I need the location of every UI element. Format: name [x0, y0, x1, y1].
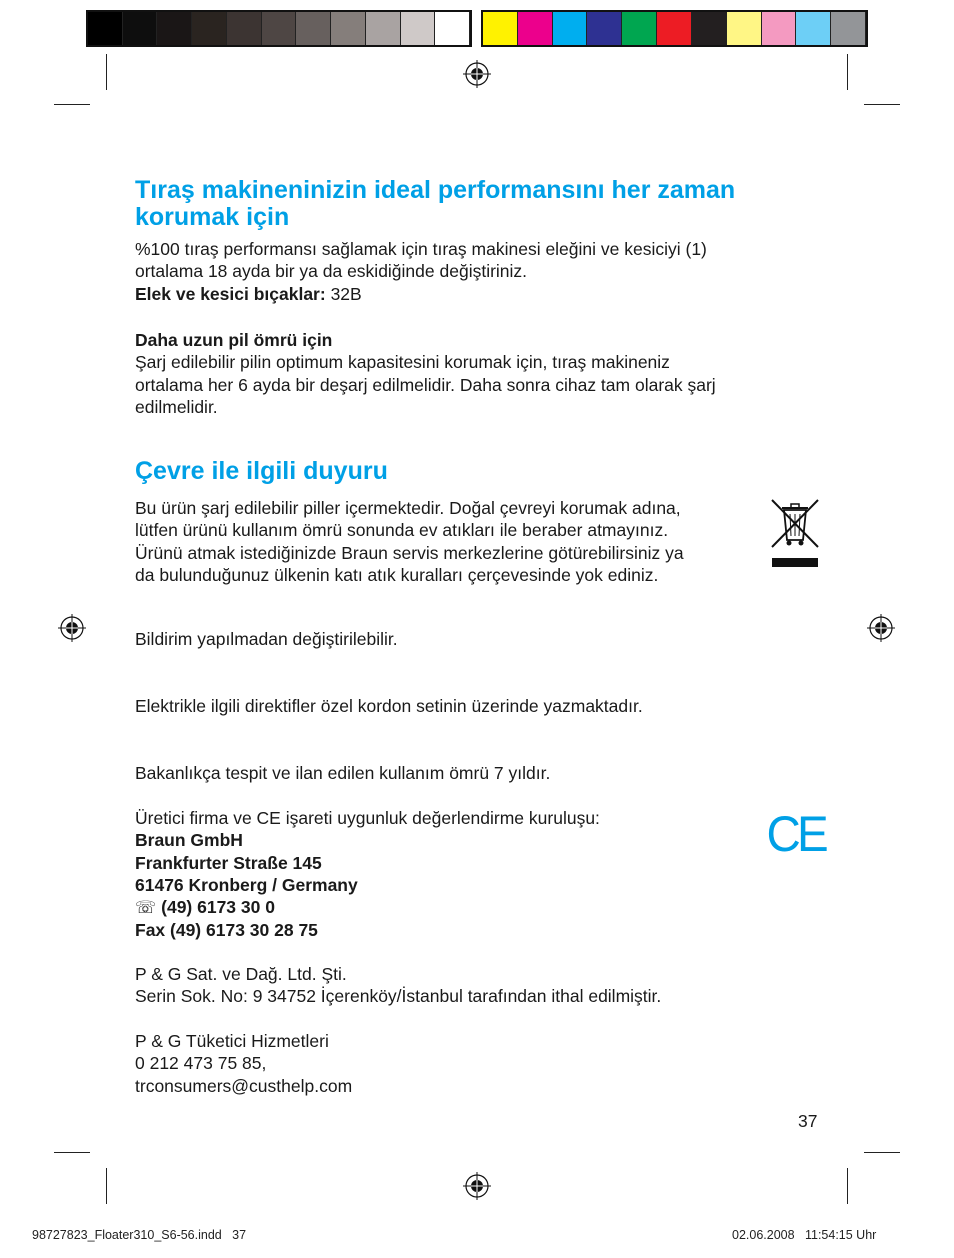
manufacturer-block — [135, 807, 600, 942]
page-number: 37 — [798, 1111, 818, 1131]
battery-title: Daha uzun pil ömrü için — [135, 330, 333, 350]
notice-text: Bildirim yapılmadan değiştirilebilir. — [135, 629, 398, 649]
body-line: Bu ürün şarj edilebilir piller içermektedir. Doğal çevreyi korumak adına, — [135, 498, 681, 518]
crop-mark — [106, 54, 107, 90]
crop-mark — [54, 104, 90, 105]
lifespan-text: Bakanlıkça tespit ve ilan edilen kullanım ömrü 7 yıldır. — [135, 763, 551, 783]
consumer-block — [135, 1030, 352, 1097]
consumer-email: trconsumers@custhelp.com — [135, 1075, 353, 1096]
parts-value: 32B — [325, 283, 362, 304]
company-phone: ☏ (49) 6173 30 0 — [135, 897, 275, 919]
company-name: Braun GmbH — [135, 830, 243, 851]
footer-timestamp: 02.06.2008 11:54:15 Uhr — [732, 1228, 877, 1242]
section-heading-environment: Çevre ile ilgili duyuru — [135, 457, 388, 485]
process-frame — [481, 10, 868, 47]
registration-mark-icon — [463, 60, 491, 88]
crop-mark — [106, 1168, 107, 1204]
heading-line: Tıraş makineninizin ideal performansını her zaman — [135, 176, 736, 204]
body-line: ortalama her 6 ayda bir deşarj edilmelidir. Daha sonra cihaz tam olarak şarj — [135, 374, 716, 395]
crop-mark — [54, 1152, 90, 1153]
importer-line: Serin Sok. No: 9 34752 İçerenköy/İstanbul tarafından ithal edilmiştir. — [135, 986, 662, 1007]
parts-line — [135, 283, 707, 305]
registration-mark-icon — [463, 1172, 491, 1200]
section-heading-performance — [135, 177, 735, 231]
company-street: Frankfurter Straße 145 — [135, 852, 322, 873]
body-line: da bulunduğunuz ülkenin katı atık kuralları çerçevesinde yok ediniz. — [135, 564, 659, 585]
parts-label: Elek ve kesici bıçaklar: — [135, 283, 326, 304]
registration-mark-icon — [867, 614, 895, 642]
body-line: Ürünü atmak istediğinizde Braun servis merkezlerine götürebilirsiniz ya — [135, 542, 684, 563]
grayscale-frame — [86, 10, 472, 47]
crop-mark — [864, 104, 900, 105]
body-line: Şarj edilebilir pilin optimum kapasitesini korumak için, tıraş makineniz — [135, 352, 670, 373]
footer-file-name: 98727823_Floater310_S6-56.indd 37 — [32, 1228, 247, 1242]
electrical-text: Elektrikle ilgili direktifler özel kordon setinin üzerinde yazmaktadır. — [135, 696, 643, 716]
importer-block — [135, 963, 661, 1008]
crossed-bin-icon — [770, 497, 820, 569]
ce-mark-icon: CE — [766, 806, 825, 862]
crop-mark — [864, 1152, 900, 1153]
performance-body — [135, 238, 707, 305]
battery-section — [135, 329, 716, 418]
company-city: 61476 Kronberg / Germany — [135, 874, 358, 895]
body-line: %100 tıraş performansı sağlamak için tıraş makinesi eleğini ve kesiciyi (1) — [135, 239, 707, 259]
body-line: edilmelidir. — [135, 396, 218, 417]
registration-mark-icon — [58, 614, 86, 642]
importer-line: P & G Sat. ve Dağ. Ltd. Şti. — [135, 964, 347, 984]
phone-icon: ☏ — [135, 898, 157, 919]
manufacturer-intro: Üretici firma ve CE işareti uygunluk değerlendirme kuruluşu: — [135, 808, 600, 828]
consumer-line: P & G Tüketici Hizmetleri — [135, 1031, 329, 1051]
body-line: lütfen ürünü kullanım ömrü sonunda ev atıkları ile beraber atmayınız. — [135, 520, 669, 541]
color-bar — [0, 0, 954, 50]
environment-body — [135, 497, 684, 586]
crop-mark — [847, 54, 848, 90]
crop-mark — [847, 1168, 848, 1204]
heading-line: korumak için — [135, 203, 290, 231]
body-line: ortalama 18 ayda bir ya da eskidiğinde değiştiriniz. — [135, 261, 528, 282]
consumer-phone: 0 212 473 75 85, — [135, 1053, 267, 1074]
company-fax: Fax (49) 6173 30 28 75 — [135, 920, 318, 941]
